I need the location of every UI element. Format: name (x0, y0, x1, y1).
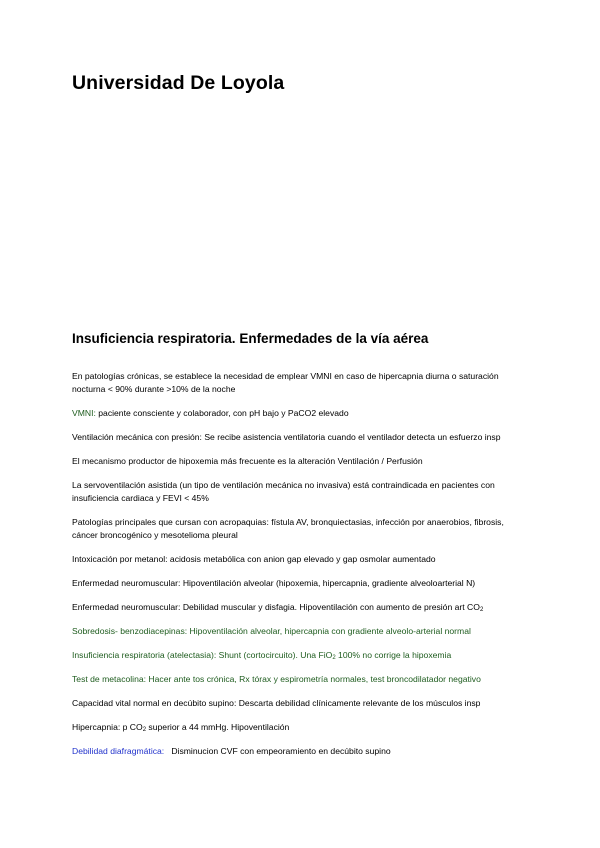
note-methacholine: Test de metacolina: Hacer ante tos crónica, Rx tórax y espirometría normales, test broncodilatador negativo (72, 674, 481, 684)
note-neuromuscular-2: Enfermedad neuromuscular: Debilidad muscular y disfagia. Hipoventilación con aumento de presión art $CO_2$ (72, 602, 484, 613)
note-clubbing: Patologías principales que cursan con acropaquias: fístula AV, bronquiectasias, infección por anaerobios, fibrosis, cáncer broncogénico y mesotelioma pleural (72, 517, 504, 540)
note-hypercapnia: Hipercapnia: p $CO_2$ superior a 44 mmHg. Hipoventilación (72, 722, 290, 733)
note-atelectasis: Insuficiencia respiratoria (atelectasia): Shunt (cortocircuito). Una FiO$_2$ 100% no corrige la hipoxemia (72, 650, 452, 661)
note-methanol: Intoxicación por metanol: acidosis metabólica con anion gap elevado y gap osmolar aumentado (72, 554, 436, 564)
document-title: Insuficiencia respiratoria. Enfermedades de la vía aérea (72, 331, 429, 346)
notes-list (72, 370, 532, 769)
note-label: Debilidad diafragmática: (72, 746, 165, 756)
note-neuromuscular-1: Enfermedad neuromuscular: Hipoventilación alveolar (hipoxemia, hipercapnia, gradiente alveoloarterial N) (72, 578, 476, 588)
note-hypoxemia-mechanism: El mecanismo productor de hipoxemia más frecuente es la alteración Ventilación / Perfusión (72, 456, 423, 466)
university-name: Universidad De Loyola (72, 72, 285, 94)
note-benzodiazepines: Sobredosis- benzodiacepinas: Hipoventilación alveolar, hipercapnia con gradiente alveolo-arterial normal (72, 626, 471, 636)
note-vmni-criteria: VMNI: paciente consciente y colaborador, con pH bajo y PaCO2 elevado (72, 408, 349, 418)
note-label: VMNI: (72, 408, 96, 418)
note-diaphragm: Debilidad diafragmática: Disminucion CVF con empeoramiento en decúbito supino (72, 746, 391, 756)
note-vmni-chronic: En patologías crónicas, se establece la necesidad de emplear VMNI en caso de hipercapnia diurna o saturación nocturna < 90% durante >10% de la noche (72, 371, 499, 394)
note-vital-capacity: Capacidad vital normal en decúbito supino: Descarta debilidad clínicamente relevante de los músculos insp (72, 698, 481, 708)
note-servoventilation: La servoventilación asistida (un tipo de ventilación mecánica no invasiva) está contraindicada en pacientes con insuficiencia cardiaca y FEVI < 45% (72, 480, 495, 503)
note-pressure-ventilation: Ventilación mecánica con presión: Se recibe asistencia ventilatoria cuando el ventilador detecta un esfuerzo insp (72, 432, 501, 442)
